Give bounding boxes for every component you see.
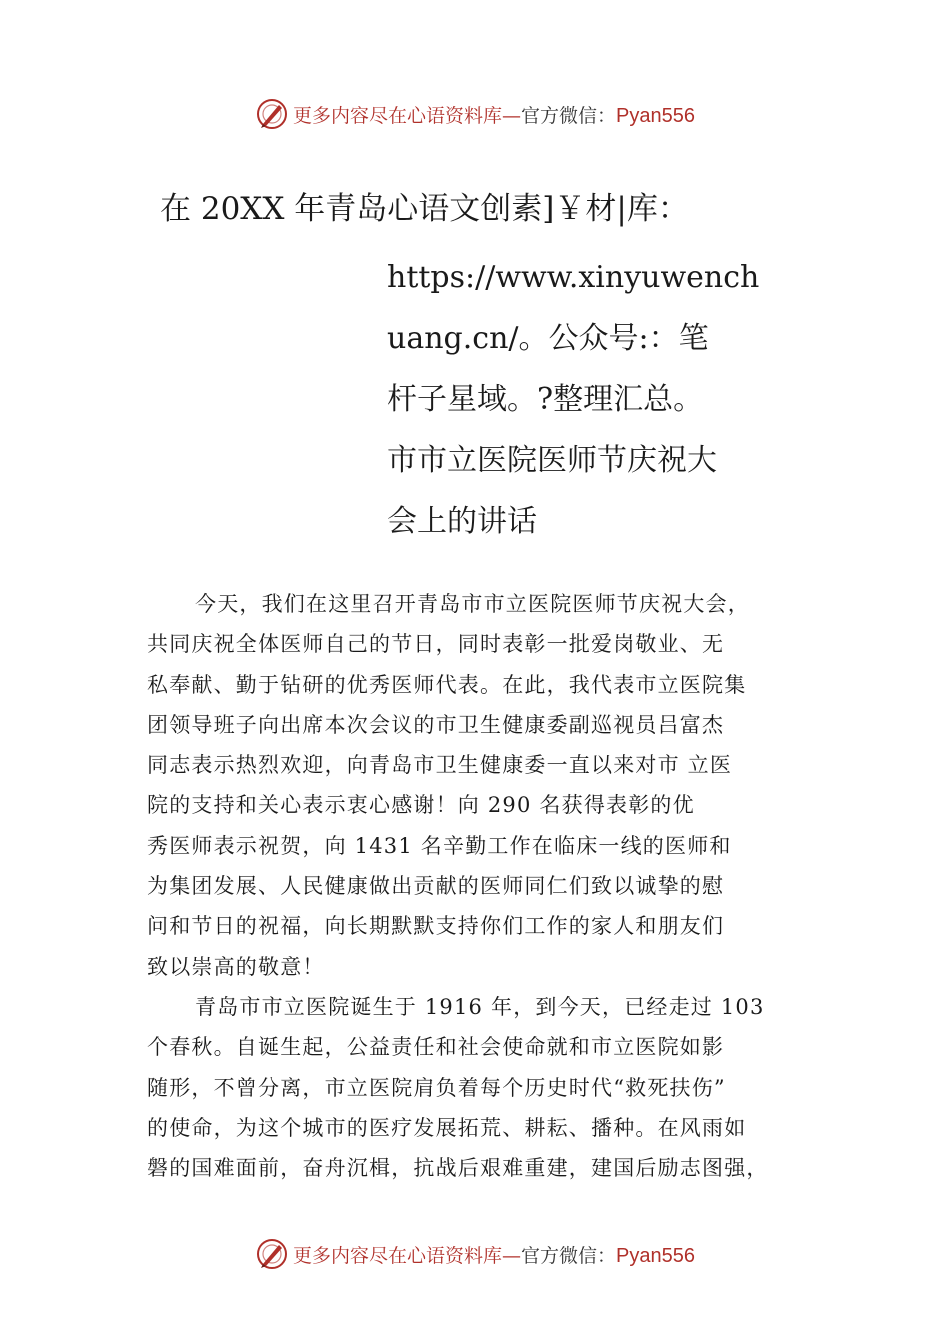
body-line: 个春秋。自诞生起，公益责任和社会使命就和市立医院如影: [147, 1035, 725, 1060]
banner-main-text: 更多内容尽在心语资料库—: [293, 104, 522, 127]
banner-text: [293, 1241, 695, 1268]
body-line: 青岛市市立医院诞生于 1916 年，到今天，已经走过 103: [195, 994, 765, 1019]
title-line: uang.cn/。公众号:：笔: [387, 321, 709, 356]
document-title-block: [387, 247, 787, 552]
title-line: 会上的讲话: [387, 504, 537, 539]
banner-wechat-label: 官方微信：: [521, 1244, 617, 1267]
body-line: 今天，我们在这里召开青岛市市立医院医师节庆祝大会，: [195, 592, 750, 616]
title-line: 市市立医院医师节庆祝大: [387, 443, 717, 478]
footer-banner: [0, 1234, 950, 1274]
title-line: https://www.xinyuwench: [387, 260, 760, 295]
body-line: 同志表示热烈欢迎，向青岛市卫生健康委一直以来对市 立医: [147, 753, 733, 778]
pen-logo-icon: [255, 97, 289, 131]
title-line: 杆子星域。?整理汇总。: [387, 382, 704, 417]
document-title-line-1: 在 20XX 年青岛心语文创素]￥材|库：: [160, 191, 689, 227]
banner-wechat-label: 官方微信：: [521, 104, 617, 127]
body-line: 院的支持和关心表示衷心感谢！向 290 名获得表彰的优: [147, 793, 695, 818]
body-line: 的使命，为这个城市的医疗发展拓荒、耕耘、播种。在风雨如: [147, 1115, 747, 1140]
body-line: 秀医师表示祝贺，向 1431 名辛勤工作在临床一线的医师和: [147, 833, 732, 858]
banner-wechat-id: Pyan556: [616, 1244, 695, 1267]
document-body: [147, 584, 827, 1188]
body-line: 磐的国难面前，奋舟沉楫，抗战后艰难重建，建国后励志图强，: [147, 1156, 769, 1181]
header-banner: [0, 94, 950, 134]
banner-main-text: 更多内容尽在心语资料库—: [293, 1244, 522, 1267]
body-line: 为集团发展、人民健康做出贡献的医师同仁们致以诚挚的慰: [147, 874, 725, 899]
body-line: 随形，不曾分离，市立医院肩负着每个历史时代“救死扶伤”: [147, 1075, 726, 1100]
pen-logo-icon: [255, 1237, 289, 1271]
banner-wechat-id: Pyan556: [616, 104, 695, 127]
body-line: 问和节日的祝福，向长期默默支持你们工作的家人和朋友们: [147, 914, 725, 939]
body-line: 致以崇高的敬意！: [147, 954, 325, 979]
body-line: 共同庆祝全体医师自己的节日，同时表彰一批爱岗敬业、无: [147, 632, 725, 657]
body-line: 团领导班子向出席本次会议的市卫生健康委副巡视员吕富杰: [147, 712, 725, 737]
banner-text: [293, 101, 695, 128]
body-line: 私奉献、勤于钻研的优秀医师代表。在此，我代表市立医院集: [147, 672, 747, 697]
